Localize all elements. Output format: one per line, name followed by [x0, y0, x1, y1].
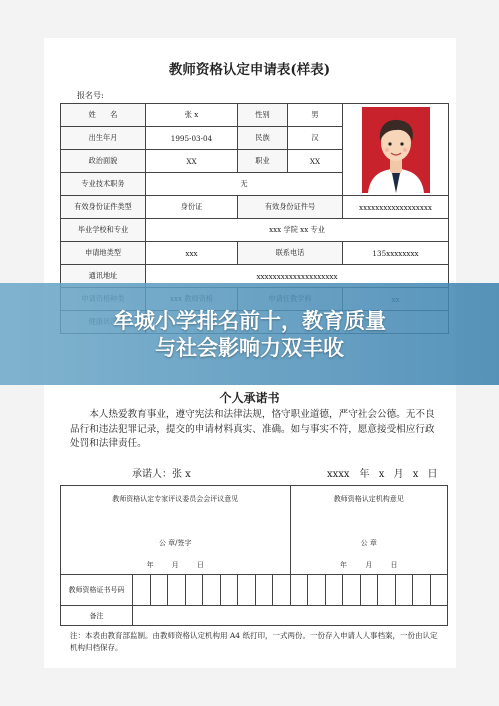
cert-number-box: [360, 575, 378, 606]
cert-number-box: [203, 575, 221, 606]
gender-label: 性别: [238, 104, 288, 127]
headline-line-1: 牟城小学排名前十，教育质量: [113, 309, 386, 333]
cert-number-box: [168, 575, 186, 606]
expert-date-label: 年 月 日: [146, 561, 204, 569]
cert-number-box: [395, 575, 413, 606]
cert-number-box: [413, 575, 431, 606]
cert-number-box: [133, 575, 151, 606]
headline-text: [0, 308, 499, 362]
expert-seal-label: 公 章/签字: [158, 539, 192, 547]
agency-seal-label: 公 章: [360, 539, 377, 547]
opinion-table: [60, 485, 448, 626]
applicant-photo: [343, 104, 449, 196]
cert-number-box: [308, 575, 326, 606]
school-value: xxx 学院 xx 专业: [146, 219, 449, 242]
gender-value: 男: [288, 104, 343, 127]
cert-number-box: [343, 575, 361, 606]
title-value: 无: [146, 173, 343, 196]
political-label: 政治面貌: [61, 150, 146, 173]
cert-number-box: [185, 575, 203, 606]
birth-label: 出生年月: [61, 127, 146, 150]
form-footnote: 注：本表由教育部监制。由教师资格认定机构用 A4 纸打印，一式两份。一份存入申请人人事档案，一份由认定机构归档保存。: [70, 631, 438, 652]
cert-number-box: [220, 575, 238, 606]
remark-value: [133, 606, 448, 626]
idno-value: xxxxxxxxxxxxxxxxxx: [343, 196, 449, 219]
address-value: xxxxxxxxxxxxxxxxxxxx: [146, 265, 449, 288]
agency-opinion-cell: [290, 486, 448, 575]
ethnic-label: 民族: [238, 127, 288, 150]
ethnic-value: 汉: [288, 127, 343, 150]
political-value: XX: [146, 150, 238, 173]
cert-number-box: [430, 575, 448, 606]
cert-number-label: 教师资格证书号码: [61, 575, 133, 606]
cert-number-box: [255, 575, 273, 606]
cert-number-box: [325, 575, 343, 606]
job-value: XX: [288, 150, 343, 173]
phone-value: 135xxxxxxxx: [343, 242, 449, 265]
cert-number-box: [150, 575, 168, 606]
cert-number-box: [238, 575, 256, 606]
phone-label: 联系电话: [238, 242, 343, 265]
idtype-label: 有效身份证件类型: [61, 196, 146, 219]
name-label: 姓 名: [61, 104, 146, 127]
form-title: 教师资格认定申请表(样表): [168, 62, 331, 78]
agency-date-label: 年 月 日: [340, 561, 398, 569]
pledge-title: 个人承诺书: [219, 391, 280, 405]
birth-value: 1995-03-04: [146, 127, 238, 150]
headline-line-2: 与社会影响力双丰收: [155, 336, 344, 360]
place-value: xxx: [146, 242, 238, 265]
place-label: 申请地类型: [61, 242, 146, 265]
school-label: 毕业学校和专业: [61, 219, 146, 242]
address-label: 通讯地址: [61, 265, 146, 288]
name-value: 张 x: [146, 104, 238, 127]
avatar-photo-icon: [362, 107, 430, 193]
cert-number-box: [273, 575, 291, 606]
pledge-body: 本人热爱教育事业，遵守宪法和法律法规，恪守职业道德，严守社会公德。无不良品行和违法犯罪记录，提交的申请材料真实、准确。如与事实不符，愿意接受相应行政处罚和法律责任。: [70, 409, 435, 449]
expert-opinion-cell: [61, 486, 291, 575]
title-label: 专业技术职务: [61, 173, 146, 196]
job-label: 职业: [238, 150, 288, 173]
expert-opinion-title: 教师资格认定专家评议委员会会评议意见: [112, 495, 239, 503]
agency-opinion-title: 教师资格认定机构意见: [333, 495, 404, 503]
apply-number-label: 报名号:: [77, 91, 104, 100]
pledge-date: xxxx 年 x 月 x 日: [327, 469, 438, 480]
idno-label: 有效身份证件号: [238, 196, 343, 219]
pledge-signer: 承诺人：张 x: [132, 469, 191, 480]
remark-label: 备注: [61, 606, 133, 626]
cert-number-box: [290, 575, 308, 606]
cert-number-box: [378, 575, 396, 606]
idtype-value: 身份证: [146, 196, 238, 219]
